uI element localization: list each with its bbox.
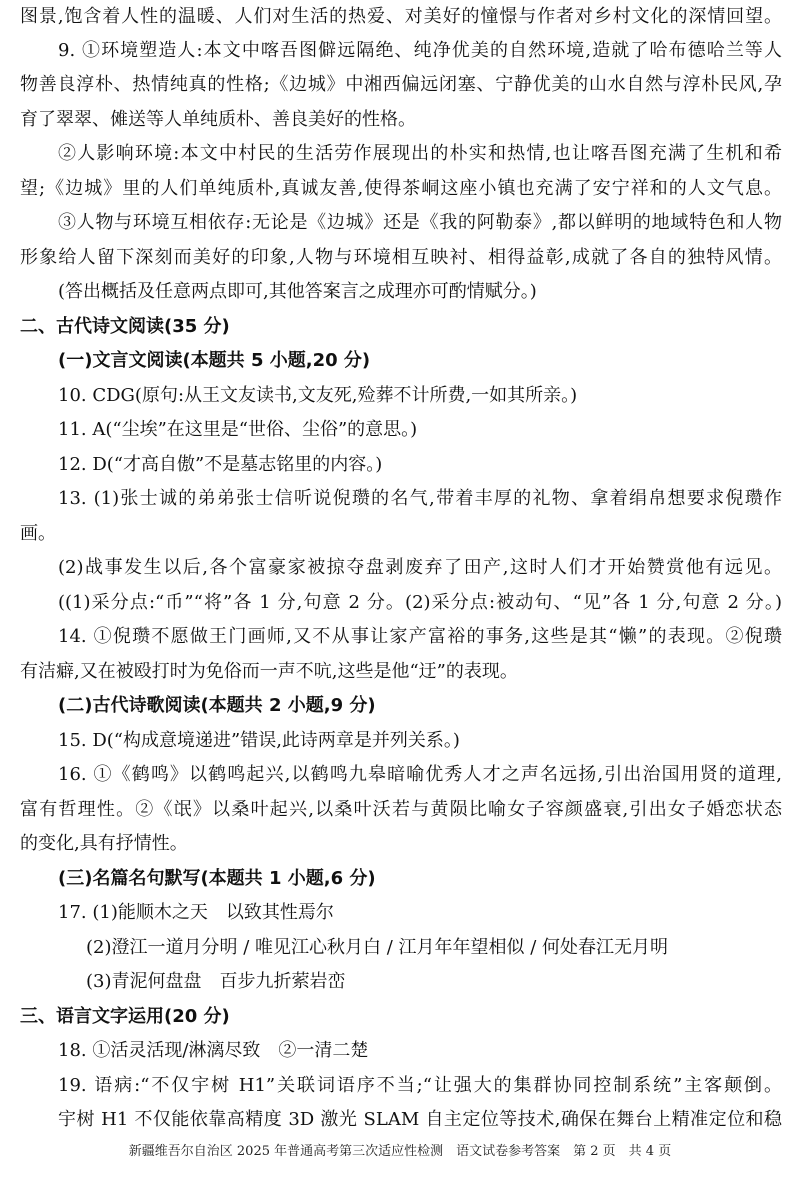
text-line: 有洁癖,又在被殴打时为免俗而一声不吭,这些是他“迂”的表现。 bbox=[20, 661, 518, 682]
text-line: 图景,饱含着人性的温暖、人们对生活的热爱、对美好的憧憬与作者对乡村文化的深情回望。 bbox=[20, 6, 782, 27]
subsection-heading: (二)古代诗歌阅读(本题共 2 小题,9 分) bbox=[58, 695, 376, 716]
text-line: 12. D(“才高自傲”不是墓志铭里的内容。) bbox=[58, 454, 383, 475]
text-line: 11. A(“尘埃”在这里是“世俗、尘俗”的意思。) bbox=[58, 419, 418, 440]
text-line: 形象给人留下深刻而美好的印象,人物与环境相互映衬、相得益彰,成就了各自的独特风情。 bbox=[20, 247, 782, 268]
subsection-heading: (三)名篇名句默写(本题共 1 小题,6 分) bbox=[58, 868, 376, 889]
text-line: 9. ①环境塑造人:本文中喀吾图僻远隔绝、纯净优美的自然环境,造就了哈布德哈兰等人 bbox=[58, 40, 782, 61]
text-line: ②人影响环境:本文中村民的生活劳作展现出的朴实和热情,也让喀吾图充满了生机和希 bbox=[58, 143, 782, 164]
text-line: ③人物与环境互相依存:无论是《边城》还是《我的阿勒泰》,都以鲜明的地域特色和人物 bbox=[58, 212, 782, 233]
text-line: 15. D(“构成意境递进”错误,此诗两章是并列关系。) bbox=[58, 730, 460, 751]
text-line: (2)战事发生以后,各个富豪家被掠夺盘剥废弃了田产,这时人们才开始赞赏他有远见。 bbox=[58, 557, 782, 578]
subsection-heading: (一)文言文阅读(本题共 5 小题,20 分) bbox=[58, 350, 371, 371]
text-line: 13. (1)张士诚的弟弟张士信听说倪瓒的名气,带着丰厚的礼物、拿着绢帛想要求倪瓒作 bbox=[58, 488, 782, 509]
text-line: 物善良淳朴、热情纯真的性格;《边城》中湘西偏远闭塞、宁静优美的山水自然与淳朴民风,孕 bbox=[20, 74, 782, 95]
text-line: 画。 bbox=[20, 523, 56, 544]
text-line: 的变化,具有抒情性。 bbox=[20, 833, 188, 854]
text-line: 10. CDG(原句:从王文友读书,文友死,殓葬不计所费,一如其所亲。) bbox=[58, 385, 578, 406]
text-line: 18. ①活灵活现/淋漓尽致 ②一清二楚 bbox=[58, 1040, 369, 1061]
section-heading: 三、语言文字运用(20 分) bbox=[20, 1006, 230, 1027]
text-line: 育了翠翠、傩送等人单纯质朴、善良美好的性格。 bbox=[20, 109, 416, 130]
text-line: 14. ①倪瓒不愿做王门画师,又不从事让家产富裕的事务,这些是其“懒”的表现。②倪瓒 bbox=[58, 626, 782, 647]
text-line: (答出概括及任意两点即可,其他答案言之成理亦可酌情赋分。) bbox=[58, 281, 537, 302]
section-heading: 二、古代诗文阅读(35 分) bbox=[20, 316, 230, 337]
page-footer: 新疆维吾尔自治区 2025 年普通高考第三次适应性检测 语文试卷参考答案 第 2 页 共 4 页 bbox=[128, 1144, 672, 1159]
text-line: 16. ①《鹤鸣》以鹤鸣起兴,以鹤鸣九皋暗喻优秀人才之声名远扬,引出治国用贤的道理, bbox=[58, 764, 782, 785]
text-line: 19. 语病:“不仅宇树 H1”关联词语序不当;“让强大的集群协同控制系统”主客颠倒。 bbox=[58, 1075, 782, 1096]
text-line: 宇树 H1 不仅能依靠高精度 3D 激光 SLAM 自主定位等技术,确保在舞台上精准定位和稳 bbox=[58, 1109, 782, 1130]
text-line: 17. (1)能顺木之天 以致其性焉尔 bbox=[58, 902, 334, 923]
text-line: (2)澄江一道月分明 / 唯见江心秋月白 / 江月年年望相似 / 何处春江无月明 bbox=[86, 937, 669, 958]
text-line: ((1)采分点:“币”“将”各 1 分,句意 2 分。(2)采分点:被动句、“见”各 1 分,句意 2 分。) bbox=[58, 592, 782, 613]
text-line: (3)青泥何盘盘 百步九折萦岩峦 bbox=[86, 971, 346, 992]
text-line: 望;《边城》里的人们单纯质朴,真诚友善,使得茶峒这座小镇也充满了安宁祥和的人文气息。 bbox=[20, 178, 782, 199]
text-line: 富有哲理性。②《氓》以桑叶起兴,以桑叶沃若与黄陨比喻女子容颜盛衰,引出女子婚恋状态 bbox=[20, 799, 782, 820]
